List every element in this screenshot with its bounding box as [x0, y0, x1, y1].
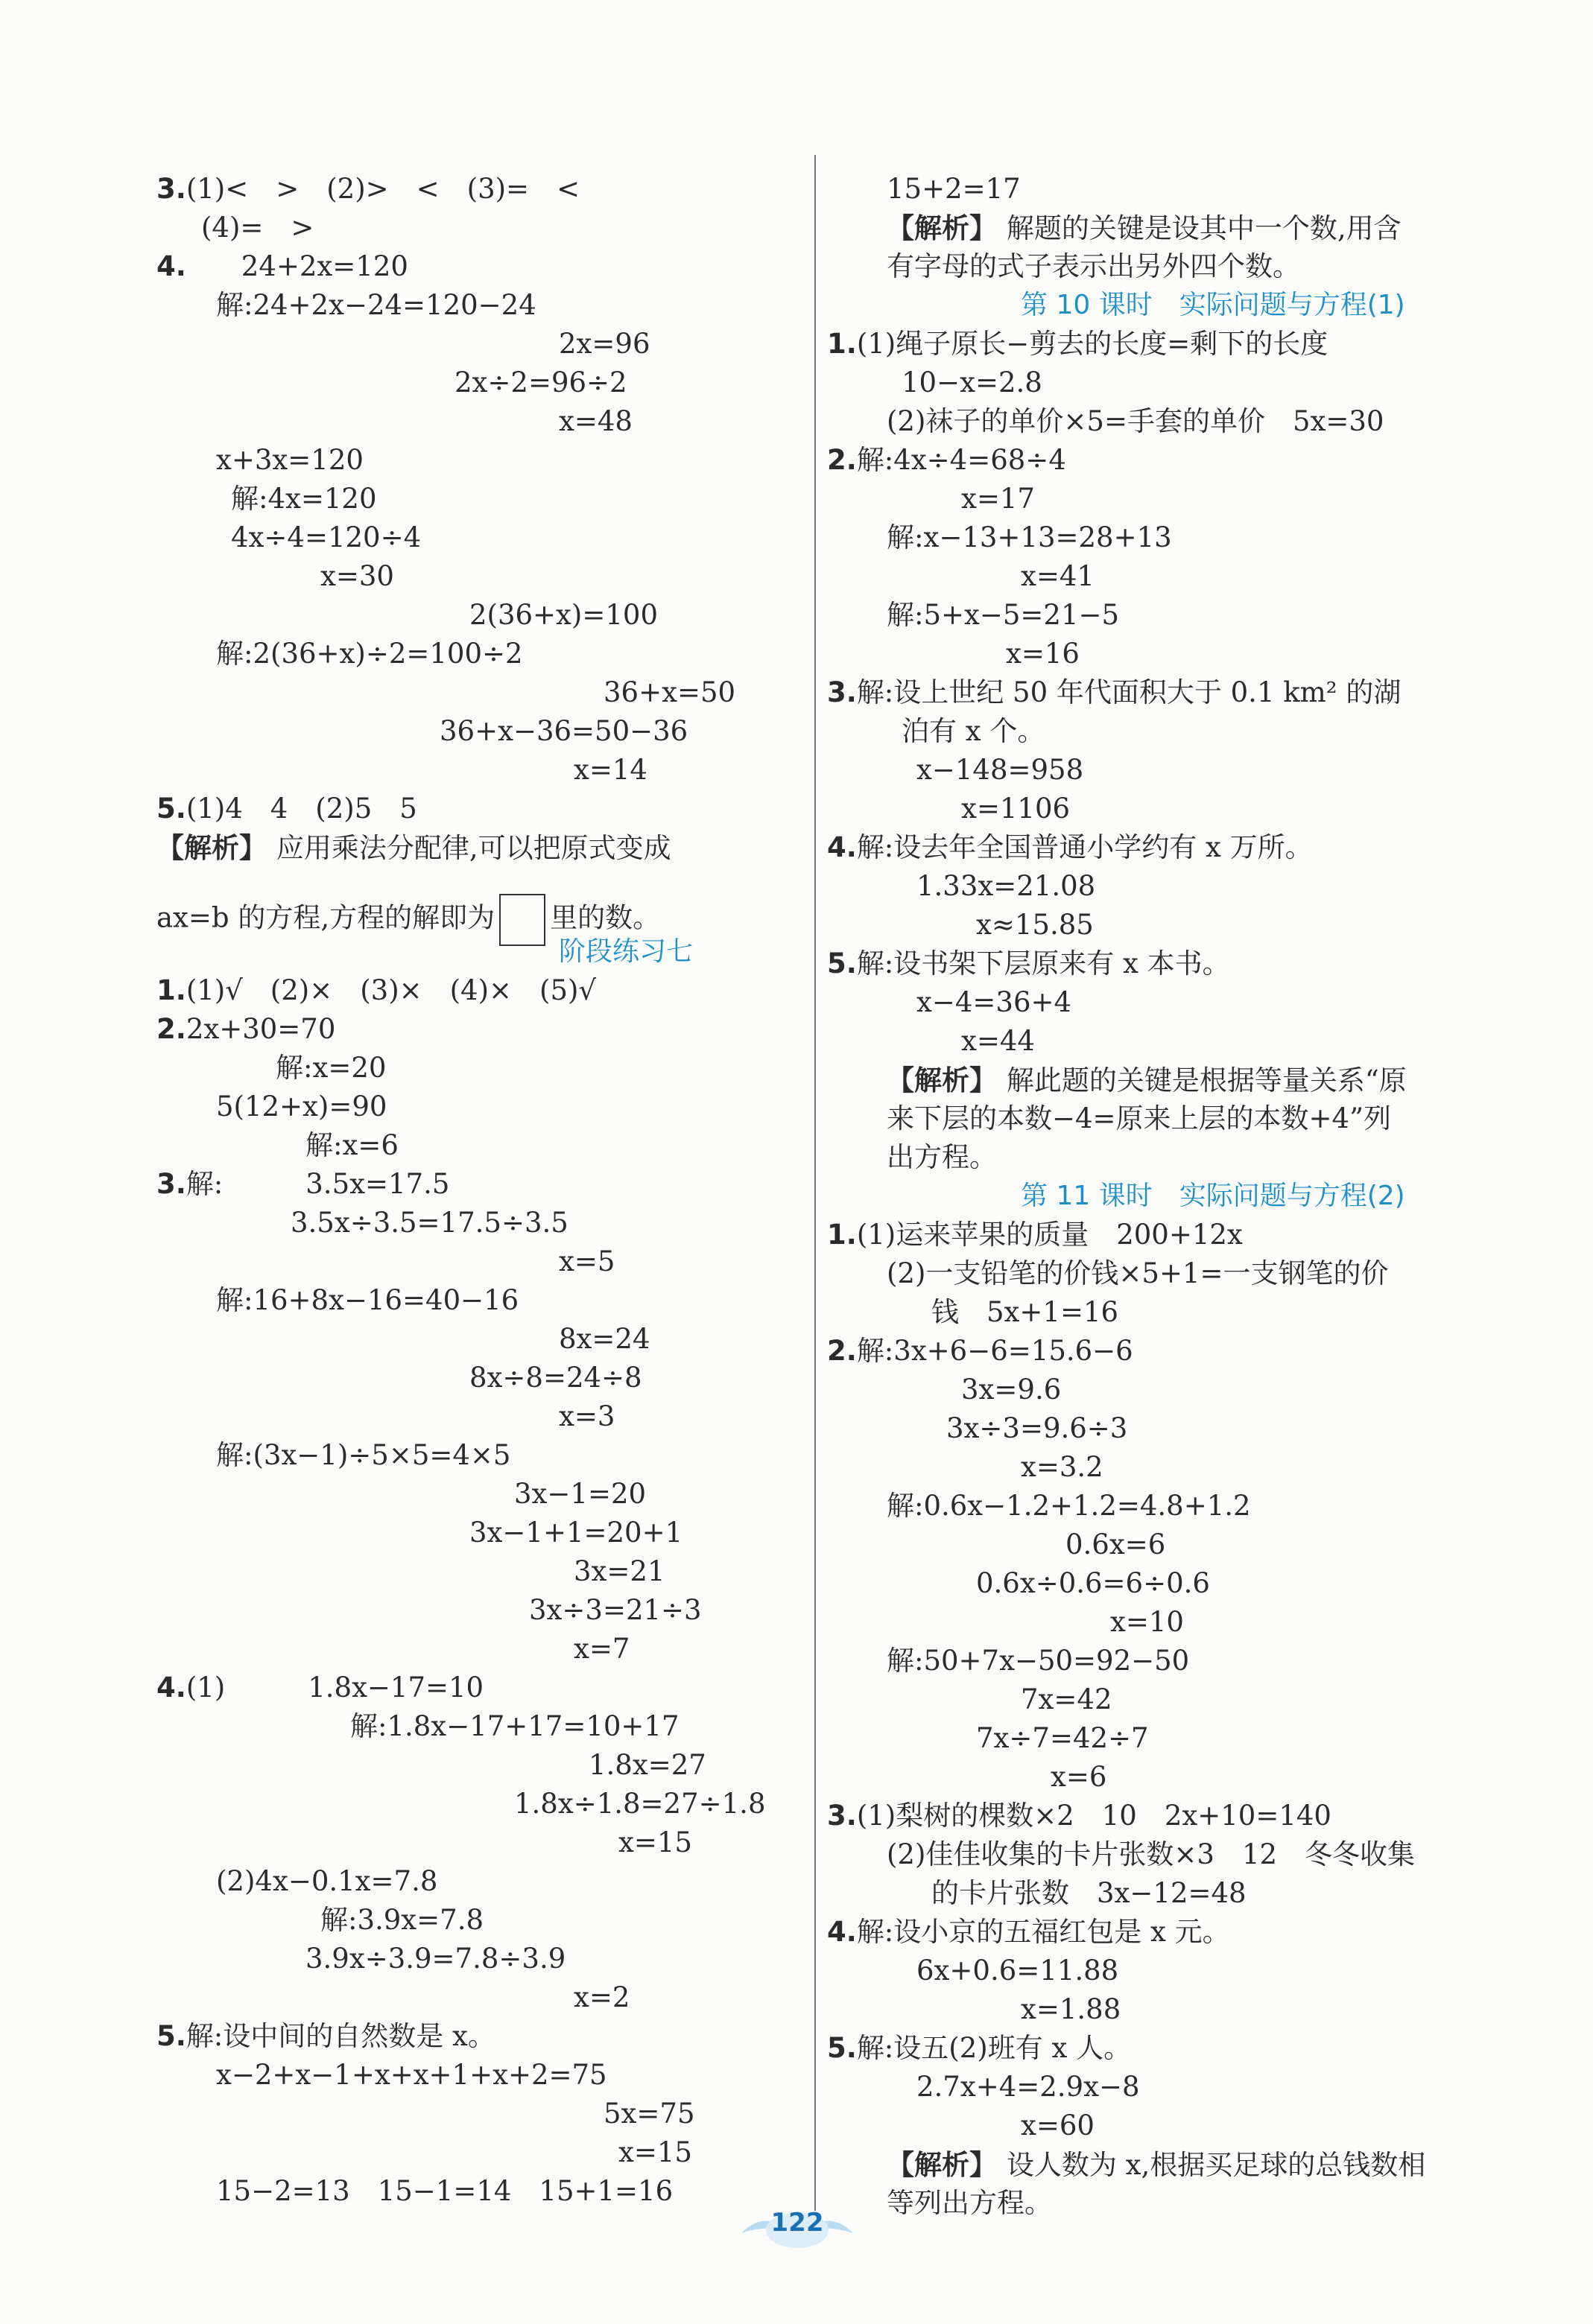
answer-line [902, 363, 1042, 402]
answer-line [946, 1409, 1127, 1448]
answer-line [1021, 1990, 1121, 2029]
answer-line [961, 1022, 1035, 1061]
answer-text: 10−x=2.8 [902, 366, 1042, 399]
analysis-line [887, 209, 1402, 247]
answer-line [931, 1293, 1118, 1332]
answer-line [574, 1552, 665, 1591]
answer-text: x=3 [559, 1400, 615, 1432]
answer-line [216, 286, 536, 325]
answer-text: 2x+30=70 [186, 1013, 336, 1045]
section-heading: 第 11 课时 实际问题与方程(2) [1021, 1181, 1405, 1211]
answer-line [231, 480, 377, 518]
analysis-tag: 【解析】 [887, 2148, 1007, 2181]
question-number: 3. [827, 1800, 857, 1832]
answer-text: x+3x=120 [216, 444, 364, 476]
answer-text: 1.8x÷1.8=27÷1.8 [514, 1788, 766, 1820]
answer-text: 5(12+x)=90 [216, 1090, 387, 1123]
question-line [827, 1913, 1230, 1952]
answer-text: 解: 3.5x=17.5 [186, 1168, 450, 1200]
answer-text: x≈15.85 [976, 909, 1094, 941]
question-number: 4. [156, 250, 186, 282]
answer-text: 解:设中间的自然数是 x。 [186, 2020, 495, 2052]
column-divider [814, 155, 816, 2211]
question-line [827, 1216, 1243, 1254]
answer-line [887, 2184, 1052, 2223]
answer-text: x−148=958 [916, 754, 1084, 786]
answer-line [305, 1940, 566, 1978]
answer-text: 泊有 x 个。 [902, 715, 1045, 747]
question-number: 5. [156, 2020, 186, 2052]
answer-line [618, 1823, 692, 1862]
section-heading: 第 10 课时 实际问题与方程(1) [1021, 290, 1405, 320]
answer-text: 解题的关键是设其中一个数,用含 [1006, 212, 1402, 244]
answer-line [276, 1049, 386, 1088]
answer-text: 出方程。 [887, 1141, 997, 1173]
answer-line [931, 1874, 1247, 1913]
answer-line [440, 712, 688, 751]
answer-line [1110, 1603, 1184, 1642]
answer-text: 5x=75 [604, 2098, 695, 2130]
question-number: 1. [156, 974, 186, 1006]
answer-line [574, 1978, 630, 2017]
question-line [827, 1797, 1331, 1835]
answer-text: (1)梨树的棵数×2 10 2x+10=140 [856, 1800, 1331, 1832]
analysis-tag: 【解析】 [887, 212, 1007, 244]
answer-text: 解:3.9x=7.8 [320, 1904, 484, 1936]
analysis-line [156, 828, 671, 867]
question-number: 2. [827, 444, 857, 476]
answer-text: 8x÷8=24÷8 [469, 1362, 642, 1394]
answer-line [916, 2068, 1140, 2106]
answer-text: (2)一支铅笔的价钱×5+1=一支钢笔的价 [887, 1257, 1389, 1289]
answer-text: 2.7x+4=2.9x−8 [916, 2071, 1140, 2103]
question-line [156, 1165, 449, 1204]
answer-text: 0.6x=6 [1065, 1528, 1166, 1561]
answer-text: (1)绳子原长−剪去的长度=剩下的长度 [856, 328, 1328, 360]
answer-line [1051, 1758, 1106, 1797]
answer-text: 解:设小京的五福红包是 x 元。 [856, 1916, 1230, 1948]
answer-text: x=41 [1021, 560, 1095, 592]
answer-text: 15+2=17 [887, 173, 1021, 205]
answer-line [916, 751, 1083, 790]
question-number: 4. [827, 1916, 857, 1948]
answer-text: 8x=24 [559, 1323, 650, 1355]
question-line [827, 828, 1313, 867]
answer-text: 15−2=13 15−1=14 15+1=16 [216, 2175, 674, 2207]
answer-text: 有字母的式子表示出另外四个数。 [887, 250, 1300, 282]
answer-text: 7x=42 [1021, 1683, 1112, 1715]
answer-text: (2)4x−0.1x=7.8 [216, 1865, 438, 1897]
answer-text: x=30 [320, 560, 394, 592]
answer-text: 钱 5x+1=16 [931, 1296, 1119, 1328]
answer-text: 的卡片张数 3x−12=48 [931, 1877, 1247, 1909]
answer-line [216, 1088, 387, 1126]
answer-text: 解:2(36+x)÷2=100÷2 [216, 638, 523, 670]
answer-line [1006, 635, 1080, 673]
question-number: 5. [827, 947, 857, 980]
answer-line [1065, 1525, 1165, 1564]
answer-line [589, 1746, 706, 1785]
page-number: 122 [770, 2208, 824, 2238]
question-line [827, 2029, 1131, 2068]
answer-line [976, 1719, 1149, 1758]
answer-text: (1)运来苹果的质量 200+12x [856, 1219, 1243, 1251]
answer-line [887, 1254, 1389, 1293]
answer-line [231, 518, 421, 557]
answer-text: x−2+x−1+x+x+1+x+2=75 [216, 2059, 607, 2091]
question-line [156, 971, 596, 1010]
answer-text: x=17 [961, 483, 1035, 515]
answer-text: 2(36+x)=100 [469, 599, 658, 631]
answer-line [961, 1371, 1061, 1409]
blank-box [499, 894, 545, 946]
answer-text: 解:x=20 [276, 1052, 387, 1084]
answer-text: 设人数为 x,根据买足球的总钱数相 [1006, 2149, 1426, 2181]
answer-text: 解此题的关键是根据等量关系“原 [1006, 1064, 1407, 1096]
analysis-tag: 【解析】 [156, 831, 276, 864]
question-number: 3. [156, 173, 186, 205]
answer-text: 解:x−13+13=28+13 [887, 521, 1172, 553]
answer-line [559, 1397, 615, 1436]
question-number: 1. [827, 1219, 857, 1251]
answer-line [887, 247, 1300, 286]
answer-text: 2x=96 [559, 328, 650, 360]
question-number: 4. [156, 1671, 186, 1704]
analysis-line [887, 1061, 1407, 1099]
answer-text: 解:(3x−1)÷5×5=4×5 [216, 1439, 511, 1471]
answer-text: (4)= > [201, 212, 314, 244]
answer-line [559, 1320, 650, 1359]
answer-text: x=44 [961, 1025, 1035, 1057]
answer-line [887, 596, 1119, 635]
answer-text: 3.5x÷3.5=17.5÷3.5 [291, 1207, 569, 1239]
answer-text: 解:设书架下层原来有 x 本书。 [856, 947, 1230, 980]
answer-line [916, 867, 1095, 906]
answer-line [961, 480, 1035, 518]
answer-text: x=10 [1110, 1606, 1184, 1638]
answer-text: 7x÷7=42÷7 [976, 1722, 1149, 1754]
answer-line [469, 596, 658, 635]
answer-text: x=15 [618, 1826, 692, 1858]
answer-text: 3x÷3=21÷3 [529, 1594, 702, 1626]
answer-line [1021, 1448, 1103, 1487]
question-number: 3. [827, 676, 857, 708]
answer-text: (2)佳佳收集的卡片张数×3 12 冬冬收集 [887, 1838, 1416, 1870]
answer-line [529, 1591, 702, 1630]
answer-text: 6x+0.6=11.88 [916, 1955, 1119, 1987]
question-line [827, 944, 1230, 983]
answer-text: 0.6x÷0.6=6÷0.6 [976, 1567, 1210, 1599]
question-number: 2. [156, 1013, 186, 1045]
answer-text: (1)< > (2)> < (3)= < [186, 173, 580, 205]
answer-line [469, 1514, 683, 1552]
answer-text: x=3.2 [1021, 1451, 1103, 1483]
answer-line [916, 983, 1071, 1022]
answer-line [291, 1204, 569, 1242]
answer-text: x=48 [559, 405, 633, 437]
answer-line [559, 402, 633, 441]
answer-line [469, 1359, 642, 1397]
answer-line [887, 1487, 1251, 1525]
answer-text: 里的数。 [550, 901, 661, 934]
answer-line [887, 402, 1384, 441]
answer-line [618, 2133, 692, 2172]
answer-line [320, 557, 394, 596]
answer-text: (1)4 4 (2)5 5 [186, 793, 417, 825]
answer-text: x=7 [574, 1633, 630, 1665]
answer-line [1021, 1680, 1112, 1719]
answer-text: 解:0.6x−1.2+1.2=4.8+1.2 [887, 1490, 1251, 1522]
answer-text: x=6 [1051, 1761, 1107, 1793]
answer-line [604, 673, 735, 712]
answer-line [216, 2056, 607, 2095]
answer-text: 3x−1=20 [514, 1478, 647, 1510]
question-line [156, 2017, 495, 2056]
analysis-line [887, 2145, 1425, 2184]
answer-text: 解:3x+6−6=15.6−6 [856, 1335, 1133, 1367]
answer-line [916, 1952, 1118, 1990]
answer-text: 解:5+x−5=21−5 [887, 599, 1120, 631]
answer-text: x=15 [618, 2136, 692, 2168]
answer-text: x=60 [1021, 2109, 1095, 2142]
answer-text: (1) 1.8x−17=10 [186, 1671, 484, 1704]
question-number: 5. [827, 2032, 857, 2064]
answer-text: 解:50+7x−50=92−50 [887, 1645, 1190, 1677]
question-line [827, 441, 1066, 480]
answer-text: (1)√ (2)× (3)× (4)× (5)√ [186, 974, 597, 1006]
answer-line [887, 518, 1172, 557]
answer-text: 1.8x=27 [589, 1749, 706, 1781]
answer-text: 解:设上世纪 50 年代面积大于 0.1 km² 的湖 [856, 676, 1402, 708]
question-line [156, 1669, 484, 1707]
question-number: 3. [156, 1168, 186, 1200]
answer-text: x=16 [1006, 638, 1080, 670]
answer-line [887, 170, 1021, 209]
section-heading: 阶段练习七 [559, 936, 694, 967]
answer-line [574, 1630, 630, 1669]
question-line [156, 1010, 335, 1049]
answer-line [1021, 557, 1095, 596]
analysis-tag: 【解析】 [887, 1064, 1007, 1096]
answer-text: 解:1.8x−17+17=10+17 [350, 1710, 680, 1742]
answer-line [887, 1099, 1391, 1138]
answer-text: 2x÷2=96÷2 [455, 366, 627, 399]
question-number: 2. [827, 1335, 857, 1367]
answer-text: 3.9x÷3.9=7.8÷3.9 [305, 1943, 566, 1975]
answer-text: 1.33x=21.08 [916, 870, 1096, 902]
answer-text: 应用乘法分配律,可以把原式变成 [276, 832, 671, 864]
answer-text: 36+x=50 [604, 676, 736, 708]
answer-text: 解:4x=120 [231, 483, 377, 515]
answer-line [961, 790, 1070, 828]
answer-line [887, 1835, 1415, 1874]
answer-line [216, 635, 523, 673]
answer-line [559, 1242, 615, 1281]
answer-text: x=1.88 [1021, 1993, 1121, 2025]
answer-line [156, 894, 660, 933]
answer-line [902, 712, 1045, 751]
answer-line [201, 209, 314, 247]
answer-line [216, 1862, 437, 1901]
answer-text: 4x÷4=120÷4 [231, 521, 422, 553]
answer-text: (2)袜子的单价×5=手套的单价 5x=30 [887, 405, 1384, 437]
answer-text: x−4=36+4 [916, 986, 1072, 1018]
answer-line [216, 2172, 673, 2211]
answer-line [350, 1707, 680, 1746]
answer-line [216, 441, 364, 480]
answer-line [976, 1564, 1210, 1603]
question-line [156, 790, 417, 828]
answer-text: 3x=9.6 [961, 1374, 1062, 1406]
answer-text: x=5 [559, 1245, 615, 1277]
answer-text: 解:16+8x−16=40−16 [216, 1284, 519, 1316]
answer-text: x=14 [574, 754, 647, 786]
answer-line [514, 1475, 646, 1514]
answer-text: 3x÷3=9.6÷3 [946, 1412, 1128, 1444]
answer-text: 解:4x÷4=68÷4 [856, 444, 1066, 476]
answer-text: 解:x=6 [305, 1129, 399, 1161]
question-number: 5. [156, 793, 186, 825]
answer-text: 等列出方程。 [887, 2187, 1052, 2219]
answer-line [320, 1901, 484, 1940]
answer-line [455, 363, 627, 402]
answer-line [604, 2095, 695, 2133]
answer-line [216, 1436, 510, 1475]
question-line [827, 1332, 1133, 1371]
answer-text: 36+x−36=50−36 [440, 715, 688, 747]
answer-text: 3x=21 [574, 1555, 665, 1587]
answer-line [887, 1642, 1189, 1680]
question-line [156, 170, 580, 209]
answer-line [514, 1785, 765, 1823]
question-line [827, 673, 1401, 712]
answer-line [216, 1281, 519, 1320]
answer-line [574, 751, 647, 790]
answer-text: 解:24+2x−24=120−24 [216, 289, 536, 321]
answer-text: 3x−1+1=20+1 [469, 1517, 683, 1549]
question-number: 1. [827, 328, 857, 360]
answer-text: ax=b 的方程,方程的解即为 [156, 901, 495, 934]
answer-text: 解:设五(2)班有 x 人。 [856, 2032, 1132, 2064]
question-line [827, 325, 1328, 363]
answer-text: x=2 [574, 1981, 630, 2013]
answer-text: 24+2x=120 [186, 250, 408, 282]
answer-text: x=1106 [961, 793, 1071, 825]
answer-line [305, 1126, 399, 1165]
answer-text: 来下层的本数−4=原来上层的本数+4”列 [887, 1102, 1392, 1134]
question-line [156, 247, 408, 286]
answer-text: 解:设去年全国普通小学约有 x 万所。 [856, 831, 1313, 863]
answer-line [976, 906, 1094, 944]
answer-line [559, 325, 650, 363]
answer-line [887, 1138, 997, 1177]
question-number: 4. [827, 831, 857, 863]
answer-line [1021, 2106, 1095, 2145]
